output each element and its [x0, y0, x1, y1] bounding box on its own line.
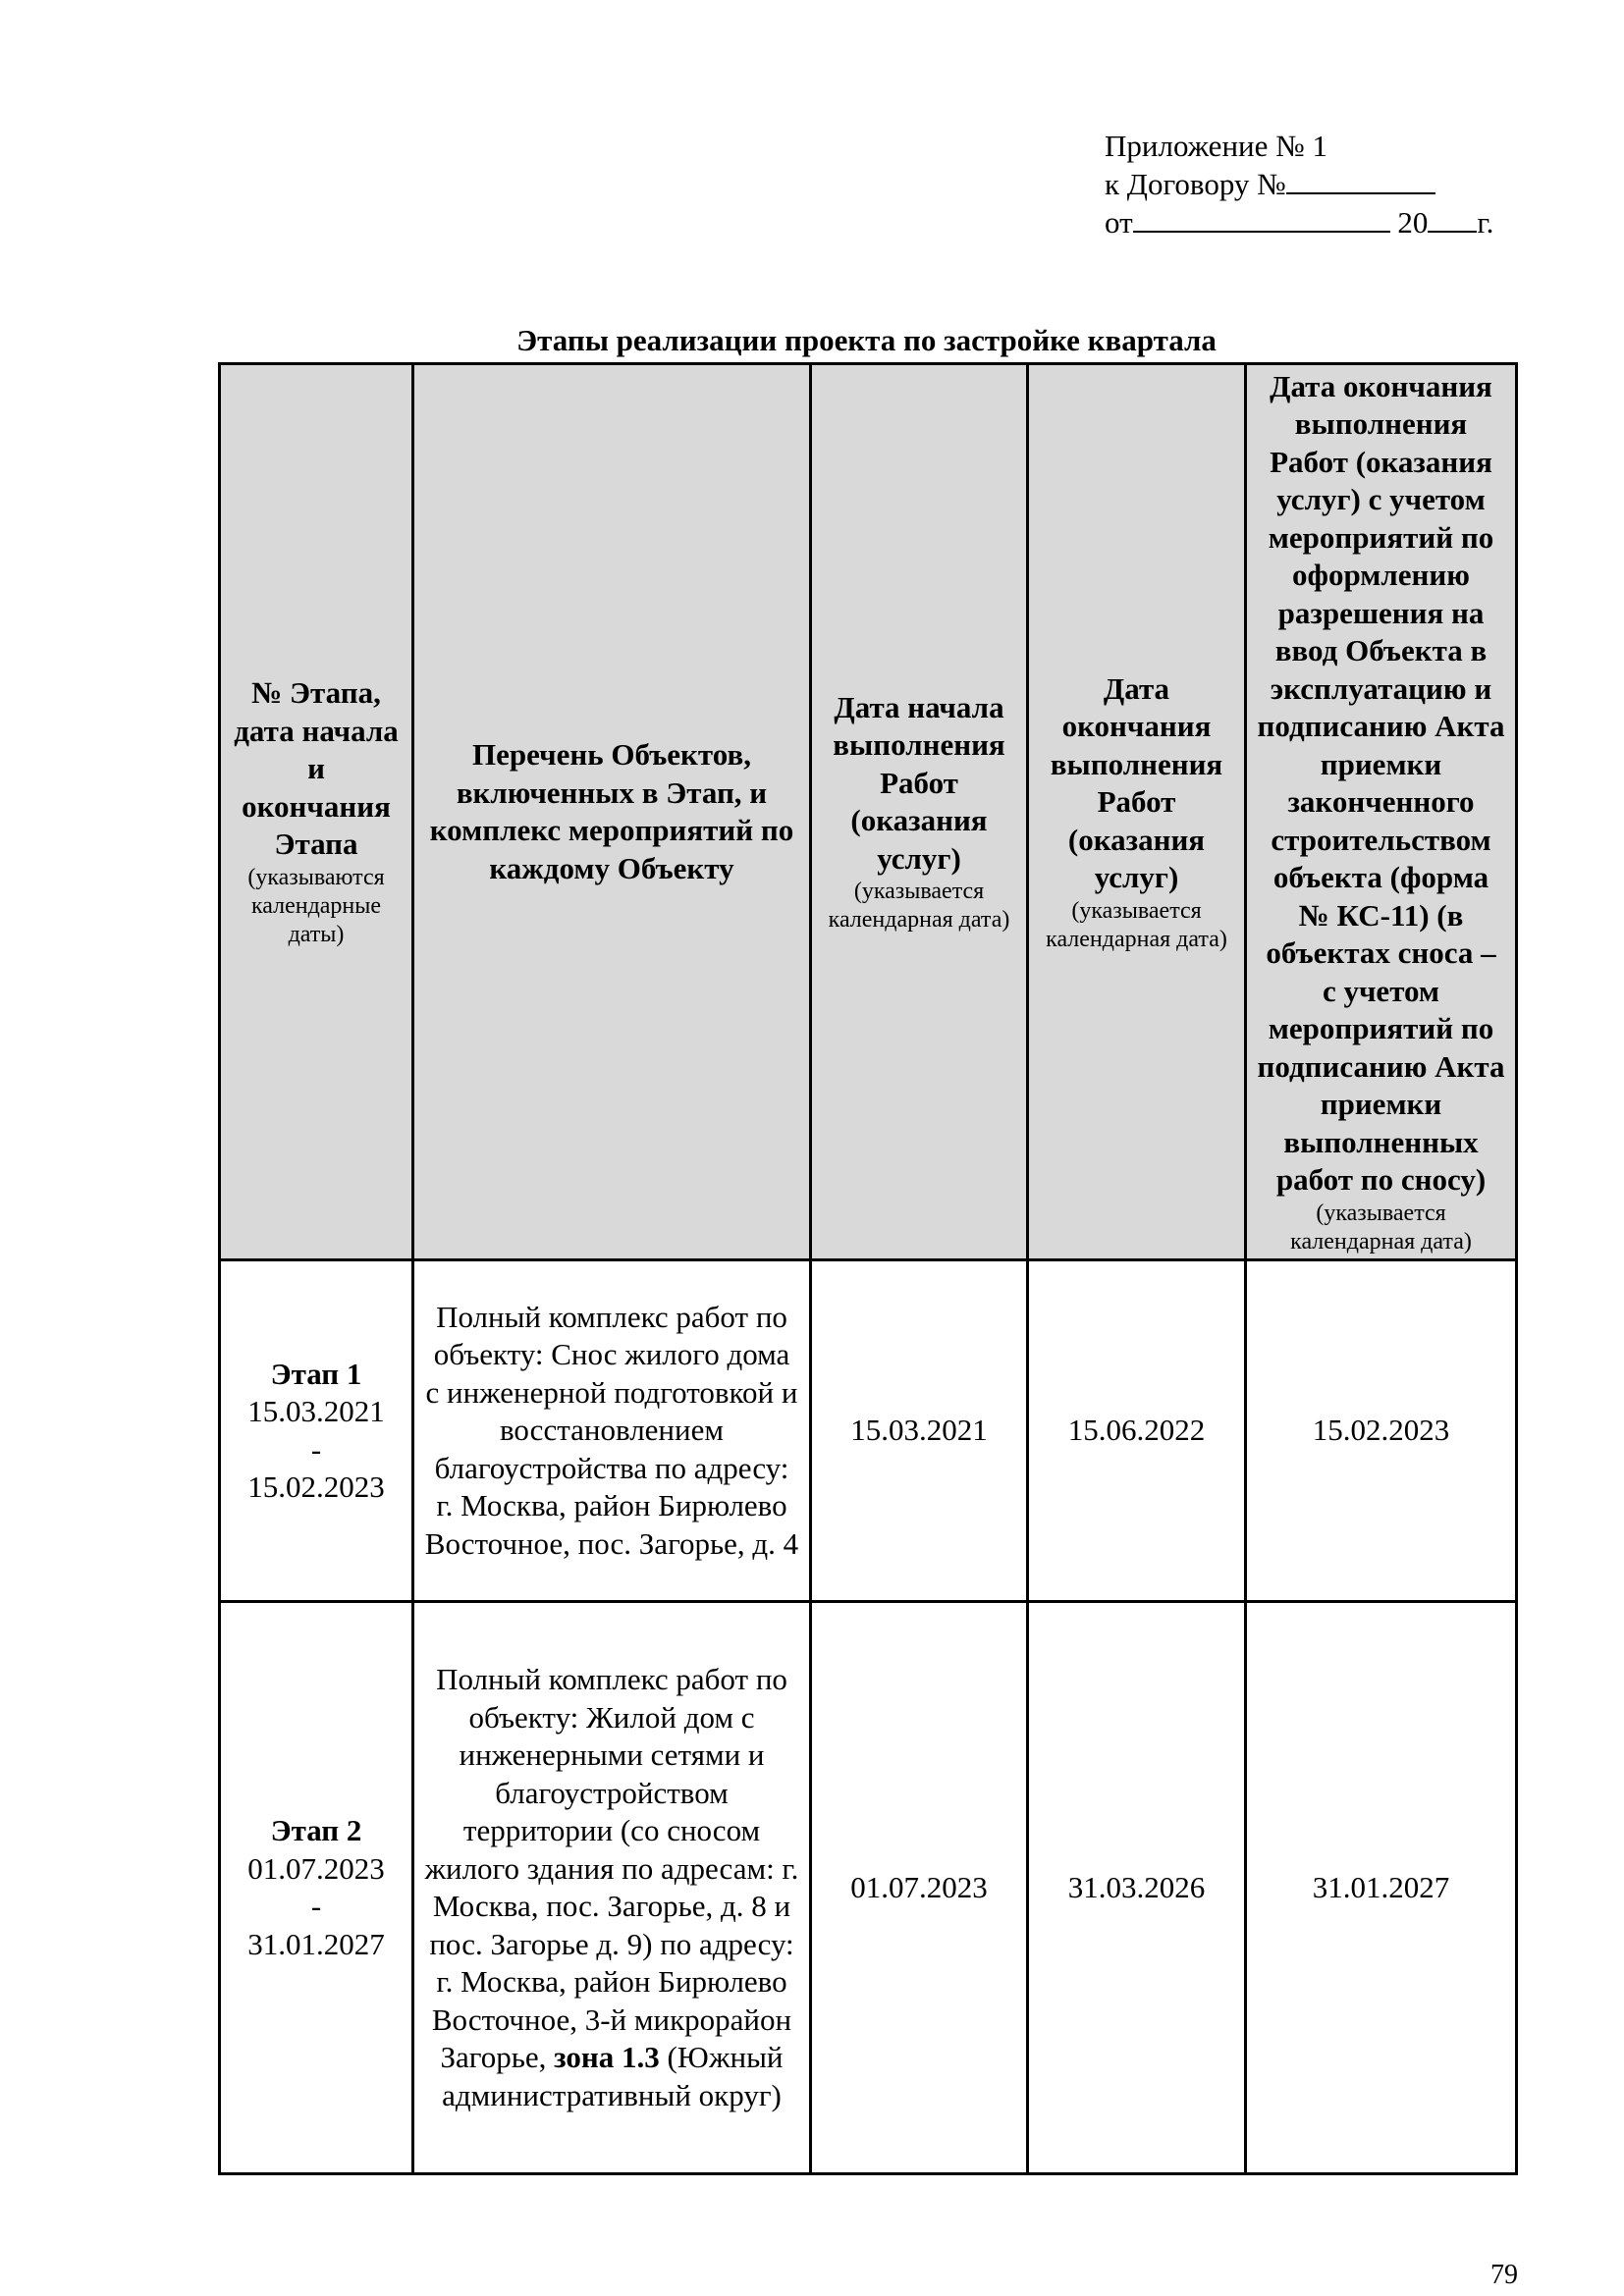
- document-title: Этапы реализации проекта по застройке квартала: [516, 323, 1217, 357]
- stage-dash: -: [310, 1431, 322, 1467]
- header-objects-title: Перечень Объектов, включенных в Этап, и комплекс мероприятий по каждому Объекту: [429, 737, 794, 885]
- stage-end: 31.01.2027: [247, 1926, 385, 1961]
- annex-line-1: Приложение № 1: [1105, 129, 1327, 163]
- end-date-cell: 31.03.2026: [1028, 1602, 1246, 2174]
- header-final-date: [1246, 364, 1517, 1260]
- page-number: 79: [1490, 2260, 1518, 2290]
- objects-zone: зона 1.3: [554, 2040, 660, 2074]
- year-blank: [1428, 203, 1477, 233]
- annex-header: [1105, 128, 1493, 241]
- stage-label: Этап 2: [270, 1813, 362, 1847]
- year-prefix: 20: [1397, 205, 1429, 240]
- stage-cell: [220, 1260, 413, 1602]
- stage-label: Этап 1: [270, 1356, 362, 1391]
- table-row: [220, 1260, 1517, 1602]
- contract-number-blank: [1286, 165, 1435, 194]
- start-date-cell: 15.03.2021: [811, 1260, 1028, 1602]
- header-end-title: Дата окончания выполнения Работ (оказания услуг): [1050, 670, 1223, 894]
- annex-line-3: [1105, 203, 1493, 241]
- header-stage: [220, 364, 413, 1260]
- header-stage-title: № Этапа, дата начала и окончания Этапа: [234, 675, 399, 862]
- header-start-title: Дата начала выполнения Работ (оказания услуг): [833, 689, 1005, 876]
- annex-line-2: [1105, 165, 1493, 203]
- stage-start: 01.07.2023: [247, 1850, 385, 1886]
- objects-text: Полный комплекс работ по объекту: Снос жилого дома с инженерной подготовкой и восстановлением благоустройства по адресу: г. Москва, район Бирюлево Восточное, пос. Загорье, д. 4: [424, 1299, 799, 1561]
- header-end-date: [1028, 364, 1246, 1260]
- table-row: [220, 1602, 1517, 2174]
- header-stage-note: (указываются календарные даты): [247, 864, 385, 947]
- start-date-cell: 01.07.2023: [811, 1602, 1028, 2174]
- stage-start: 15.03.2021: [247, 1394, 385, 1428]
- header-start-date: [811, 364, 1028, 1260]
- date-from-label: от: [1105, 205, 1133, 240]
- end-date-cell: 15.06.2022: [1028, 1260, 1246, 1602]
- objects-cell: [413, 1260, 811, 1602]
- final-date-cell: 31.01.2027: [1246, 1602, 1517, 2174]
- year-suffix: г.: [1477, 205, 1494, 240]
- objects-cell: [413, 1602, 811, 2174]
- stage-end: 15.02.2023: [247, 1469, 385, 1504]
- header-end-note: (указывается календарная дата): [1046, 897, 1227, 952]
- header-start-note: (указывается календарная дата): [828, 879, 1010, 934]
- contract-label: к Договору №: [1105, 167, 1286, 201]
- stages-table: [218, 362, 1518, 2175]
- objects-tail: (Южный административный округ): [442, 2040, 784, 2112]
- date-blank: [1133, 203, 1390, 233]
- final-date-cell: 15.02.2023: [1246, 1260, 1517, 1602]
- stage-cell: [220, 1602, 413, 2174]
- objects-text: Полный комплекс работ по объекту: Жилой дом с инженерными сетями и благоустройством территории (со сносом жилого здания по адресам: г. Москва, пос. Загорье, д. 8 и пос. Загорье д. 9) по адресу: г. Москва, район Бирюлево Восточное, 3-й микрорайон Загорье,: [424, 1662, 799, 2074]
- stage-dash: -: [310, 1889, 322, 1923]
- header-final-note: (указывается календарная дата): [1290, 1200, 1472, 1255]
- table-header-row: [220, 364, 1517, 1260]
- header-final-title: Дата окончания выполнения Работ (оказания услуг) с учетом мероприятий по оформлению разрешения на ввод Объекта в эксплуатацию и подписанию Акта приемки законченного строительством объекта (форма № КС-11) (в объектах сноса – с учетом мероприятий по подписанию Акта приемки выполненных работ по сносу): [1257, 368, 1505, 1197]
- header-objects: [413, 364, 811, 1260]
